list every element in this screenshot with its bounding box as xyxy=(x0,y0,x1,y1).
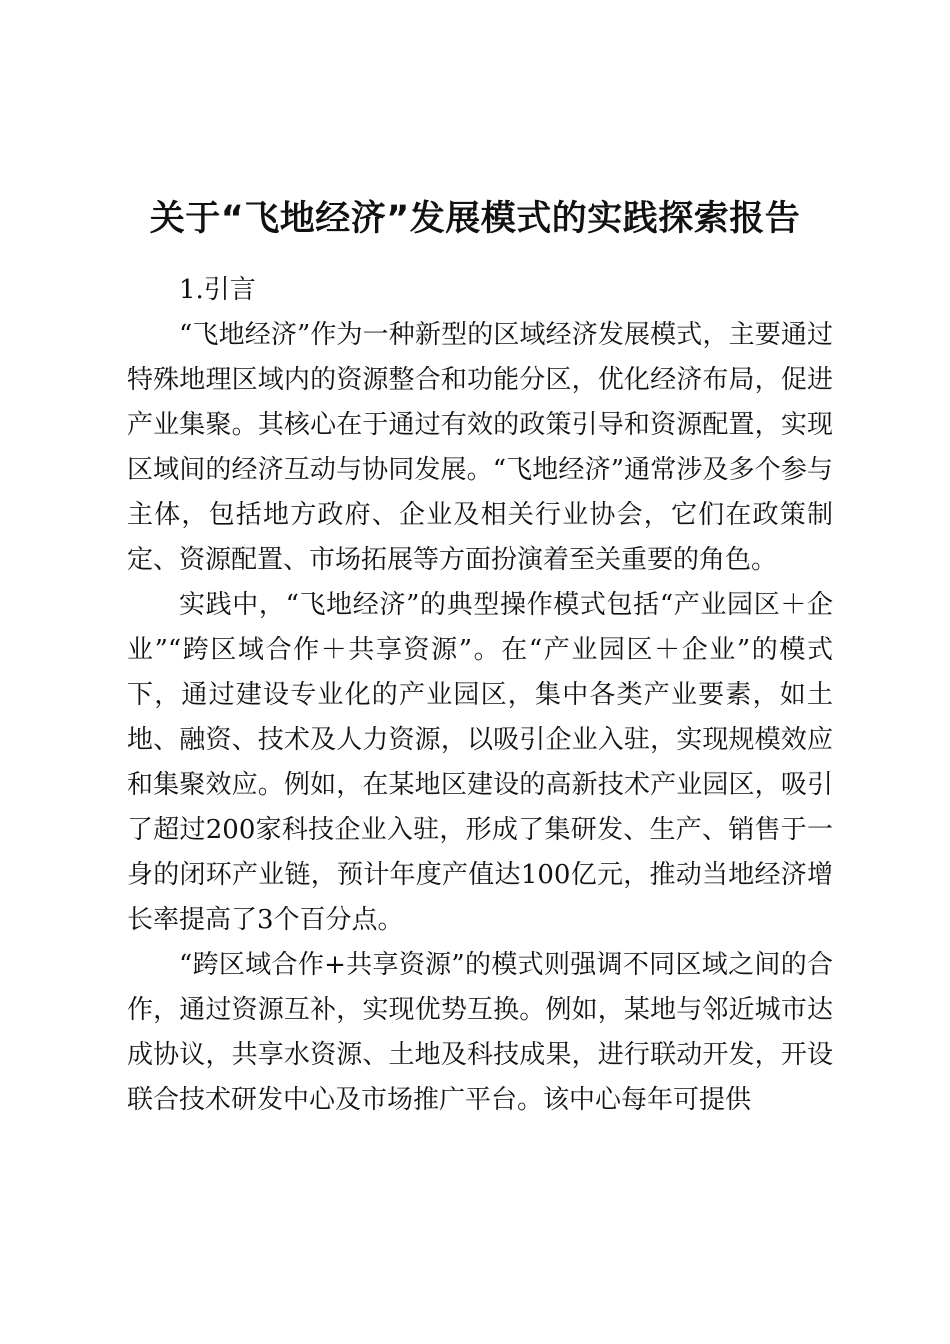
page-title: 关于“飞地经济”发展模式的实践探索报告 xyxy=(149,199,801,240)
paragraph: “跨区域合作+共享资源”的模式则强调不同区域之间的合作，通过资源互补，实现优势互换。例如，某地与邻近城市达成协议，共享水资源、土地及科技成果，进行联动开发，开设联合技术研发中心及市场推广平台。该中心每年可提供 xyxy=(127,950,833,1115)
section-heading: 1.引言 xyxy=(179,275,256,305)
document-body xyxy=(127,268,833,1123)
paragraph: 实践中，“飞地经济”的典型操作模式包括“产业园区＋企业”“跨区域合作＋共享资源”。在“产业园区＋企业”的模式下，通过建设专业化的产业园区，集中各类产业要素，如土地、融资、技术及人力资源，以吸引企业入驻，实现规模效应和集聚效应。例如，在某地区建设的高新技术产业园区，吸引了超过200家科技企业入驻，形成了集研发、生产、销售于一身的闭环产业链，预计年度产值达100亿元，推动当地经济增长率提高了3个百分点。 xyxy=(127,590,833,935)
paragraph: “飞地经济”作为一种新型的区域经济发展模式，主要通过特殊地理区域内的资源整合和功能分区，优化经济布局，促进产业集聚。其核心在于通过有效的政策引导和资源配置，实现区域间的经济互动与协同发展。“飞地经济”通常涉及多个参与主体，包括地方政府、企业及相关行业协会，它们在政策制定、资源配置、市场拓展等方面扮演着至关重要的角色。 xyxy=(127,320,833,575)
